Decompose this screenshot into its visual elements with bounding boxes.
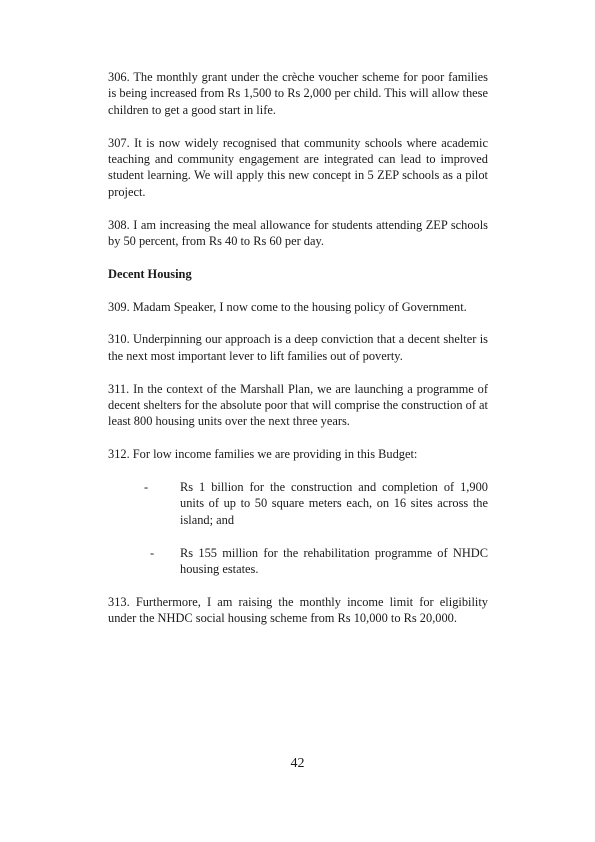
paragraph-310: 310. Underpinning our approach is a deep conviction that a decent shelter is the next most important lever to lift families out of poverty. xyxy=(108,332,488,363)
list-item-text: Rs 1 billion for the construction and completion of 1,900 units of up to 50 square meters each, on 16 sites across the island; and xyxy=(180,480,488,527)
bullet-marker: - xyxy=(144,480,149,495)
paragraph-307: 307. It is now widely recognised that community schools where academic teaching and community engagement are integrated can lead to improved student learning. We will apply this new concept in 5 ZEP schools as a pilot project. xyxy=(108,135,488,199)
paragraph-306: 306. The monthly grant under the crèche voucher scheme for poor families is being increased from Rs 1,500 to Rs 2,000 per child. This will allow these children to get a good start in life. xyxy=(108,70,488,117)
paragraph-309: 309. Madam Speaker, I now come to the housing policy of Government. xyxy=(108,299,467,314)
page-body xyxy=(108,69,488,643)
paragraph-313: 313. Furthermore, I am raising the monthly income limit for eligibility under the NHDC social housing scheme from Rs 10,000 to Rs 20,000. xyxy=(108,594,488,626)
list-item xyxy=(108,545,488,578)
page-number: 42 xyxy=(290,756,305,771)
paragraph-311: 311. In the context of the Marshall Plan, we are launching a programme of decent shelters for the absolute poor that will comprise the construction of at least 800 housing units over the next three years. xyxy=(108,381,488,429)
paragraph-312: 312. For low income families we are providing in this Budget: xyxy=(108,447,418,462)
section-heading: Decent Housing xyxy=(108,266,192,281)
list-item-text: Rs 155 million for the rehabilitation programme of NHDC housing estates. xyxy=(180,545,488,577)
bullet-marker: - xyxy=(150,545,155,560)
paragraph-308: 308. I am increasing the meal allowance for students attending ZEP schools by 50 percent, from Rs 40 to Rs 60 per day. xyxy=(108,217,488,249)
list-item xyxy=(108,479,488,528)
